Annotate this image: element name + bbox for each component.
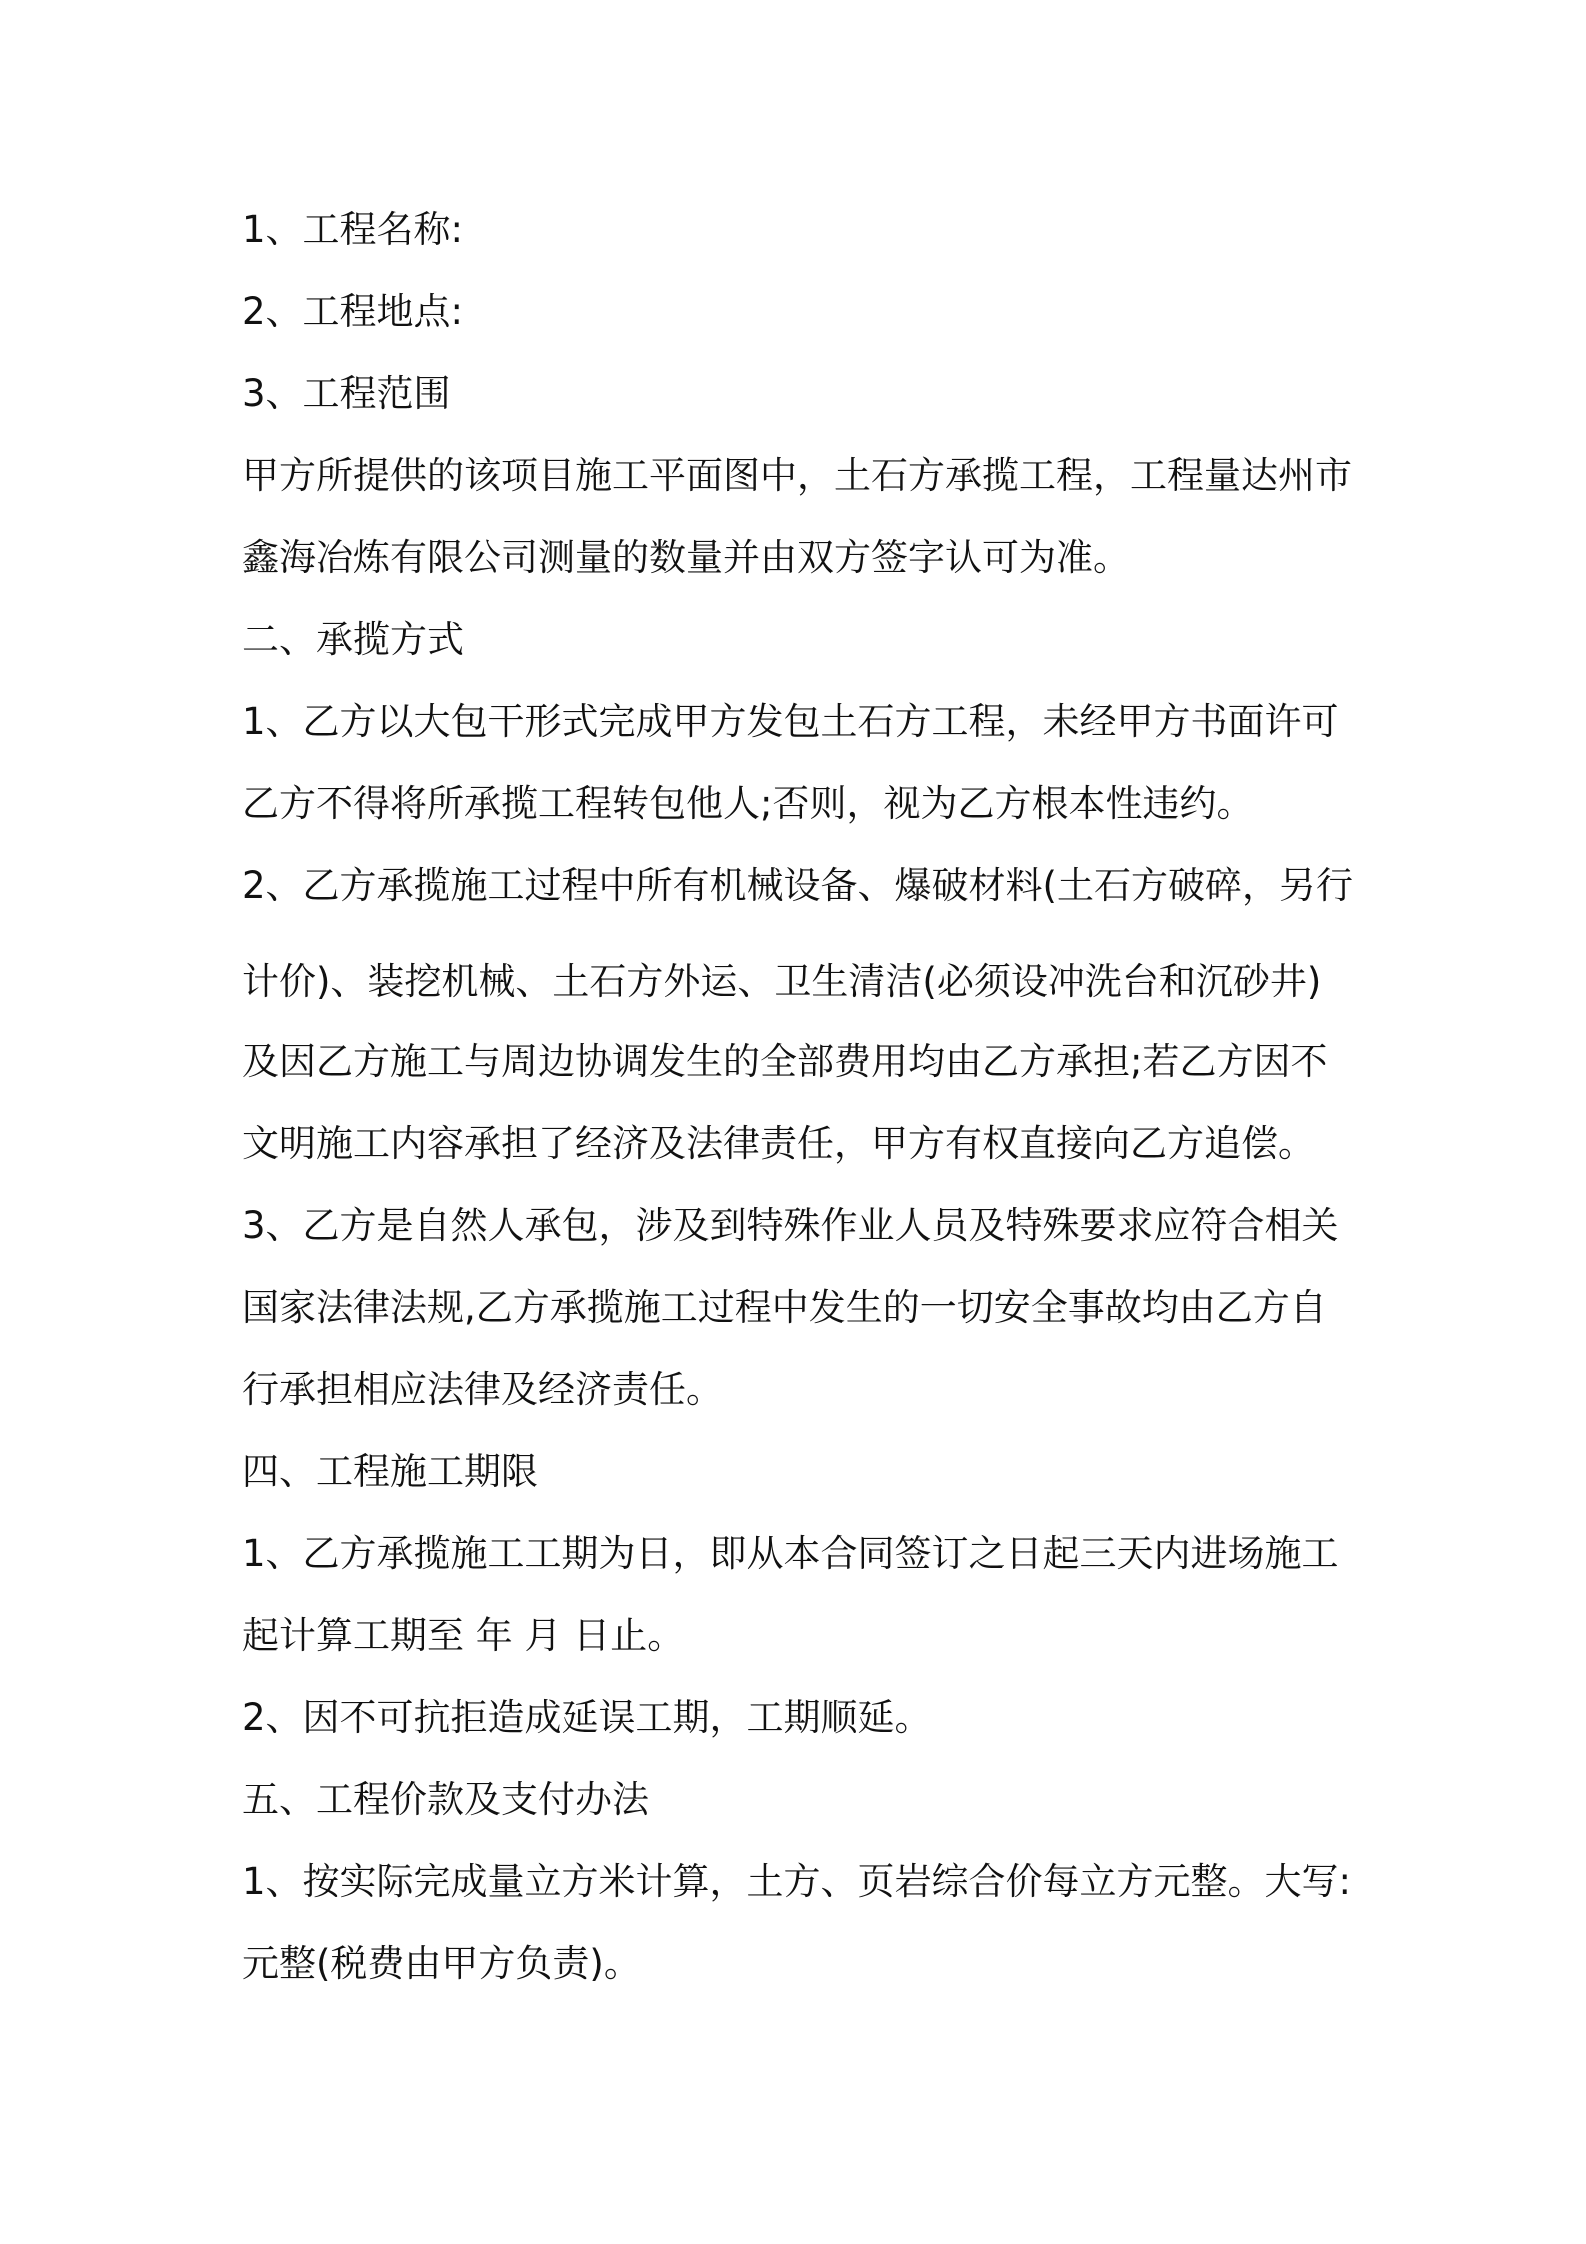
paragraph-line: 鑫海冶炼有限公司测量的数量并由双方签字认可为准。 (242, 536, 1130, 579)
paragraph-line: 1、乙方承揽施工工期为日，即从本合同签订之日起三天内进场施工 (242, 1532, 1339, 1575)
paragraph-line: 1、按实际完成量立方米计算，土方、页岩综合价每立方元整。大写: (242, 1860, 1352, 1903)
paragraph-line: 起计算工期至 年 月 日止。 (242, 1614, 685, 1657)
paragraph-line: 文明施工内容承担了经济及法律责任，甲方有权直接向乙方追偿。 (242, 1122, 1315, 1165)
paragraph-line: 2、因不可抗拒造成延误工期，工期顺延。 (242, 1696, 932, 1739)
item-project-location: 2、工程地点: (242, 290, 464, 333)
paragraph-line: 乙方不得将所承揽工程转包他人;否则，视为乙方根本性违约。 (242, 782, 1254, 825)
section-heading-price-payment: 五、工程价款及支付办法 (242, 1778, 649, 1821)
item-project-name: 1、工程名称: (242, 208, 464, 251)
paragraph-line: 1、乙方以大包干形式完成甲方发包土石方工程，未经甲方书面许可 (242, 700, 1339, 743)
paragraph-line: 3、乙方是自然人承包，涉及到特殊作业人员及特殊要求应符合相关 (242, 1204, 1339, 1247)
paragraph-line: 国家法律法规,乙方承揽施工过程中发生的一切安全事故均由乙方自 (242, 1286, 1327, 1329)
paragraph-line: 元整(税费由甲方负责)。 (242, 1942, 641, 1985)
paragraph-line: 及因乙方施工与周边协调发生的全部费用均由乙方承担;若乙方因不 (242, 1040, 1328, 1083)
paragraph-line: 行承担相应法律及经济责任。 (242, 1368, 723, 1411)
paragraph-line: 甲方所提供的该项目施工平面图中，土石方承揽工程，工程量达州市 (242, 454, 1352, 497)
section-heading-contract-method: 二、承揽方式 (242, 618, 464, 661)
section-heading-construction-period: 四、工程施工期限 (242, 1450, 538, 1493)
paragraph-line: 计价)、装挖机械、土石方外运、卫生清洁(必须设冲洗台和沉砂井) (242, 960, 1322, 1003)
paragraph-line: 2、乙方承揽施工过程中所有机械设备、爆破材料(土石方破碎，另行 (242, 864, 1353, 907)
item-project-scope: 3、工程范围 (242, 372, 451, 415)
